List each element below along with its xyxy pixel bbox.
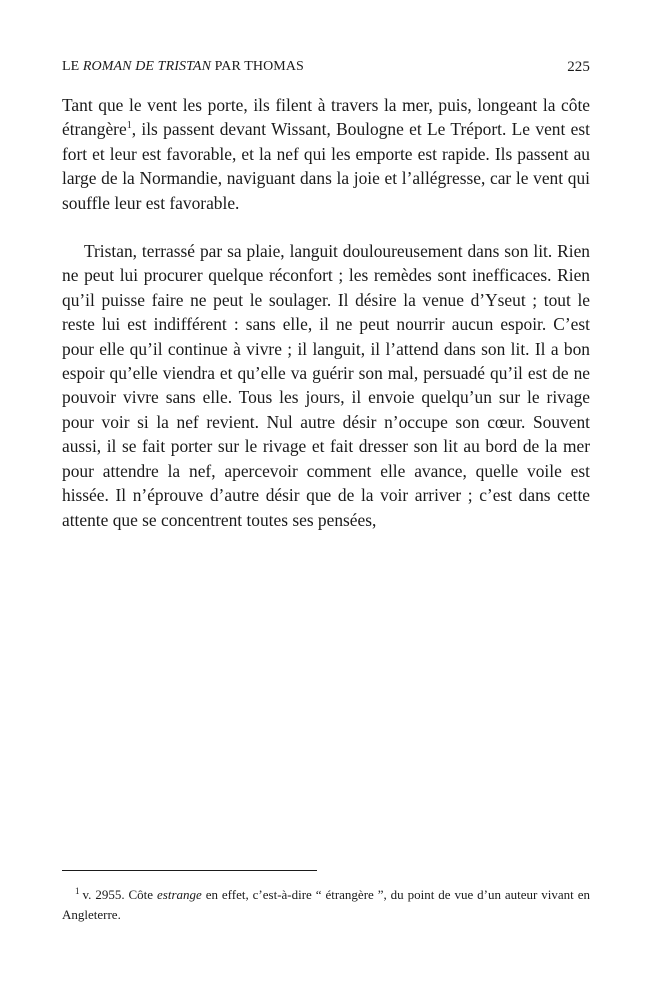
- footnote-reference[interactable]: 1: [126, 120, 132, 132]
- running-head-suffix: PAR THOMAS: [211, 59, 304, 74]
- footnote-number: 1: [75, 885, 80, 896]
- running-head-prefix: LE: [62, 59, 83, 74]
- footnote-text-part-1: v. 2955. Côte: [82, 887, 157, 902]
- running-head: [62, 58, 590, 76]
- paragraph-1: [62, 93, 590, 215]
- paragraph-2: Tristan, terrassé par sa plaie, languit douloureusement dans son lit. Rien ne peut lui procurer quelque réconfort ; les remèdes sont inefficaces. Rien qu’il puisse faire ne peut le soulager. Il désire la venue d’Yseut ; tout le reste lui est indifférent : sans elle, il ne peut nourrir aucun espoir. C’est pour elle qu’il continue à vivre ; il languit, il l’attend dans son lit. Il a bon espoir qu’elle viendra et qu’elle va guérir son mal, persuadé qu’il est de ne pouvoir vivre sans elle. Tous les jours, il envoie quelqu’un sur le rivage pour voir si la nef revient. Nul autre désir n’occupe son cœur. Souvent aussi, il se fait porter sur le rivage et fait dresser son lit au bord de la mer pour attendre la nef, apercevoir comment elle avance, quelle voile est hissée. Il n’éprouve d’autre désir que de la voir arriver ; c’est dans cette attente que se concentrent toutes ses pensées,: [62, 241, 590, 530]
- footnote-divider: [62, 870, 317, 871]
- body-text: [62, 93, 590, 532]
- paragraph-1-part-1: Tant que le vent les porte, ils filent à travers la mer, puis, longeant la côte étrangère: [62, 95, 590, 140]
- footnote: [62, 885, 590, 924]
- paragraph-1-part-2: , ils passent devant Wissant, Boulogne et Le Tréport. Le vent est fort et leur est favorable, et la nef qui les emporte est rapide. Ils passent au large de la Normandie, naviguant dans la joie et l’allégresse, car le vent qui souffle leur est favorable.: [62, 119, 590, 213]
- running-head-title: ROMAN DE TRISTAN: [82, 59, 212, 74]
- page-number: 225: [567, 59, 590, 75]
- footnote-text-part-2: en effet, c’est-à-dire “ étrangère ”, du point de vue d’un auteur vivant en Angleterre.: [62, 887, 590, 922]
- footnote-italic-word: estrange: [157, 887, 202, 902]
